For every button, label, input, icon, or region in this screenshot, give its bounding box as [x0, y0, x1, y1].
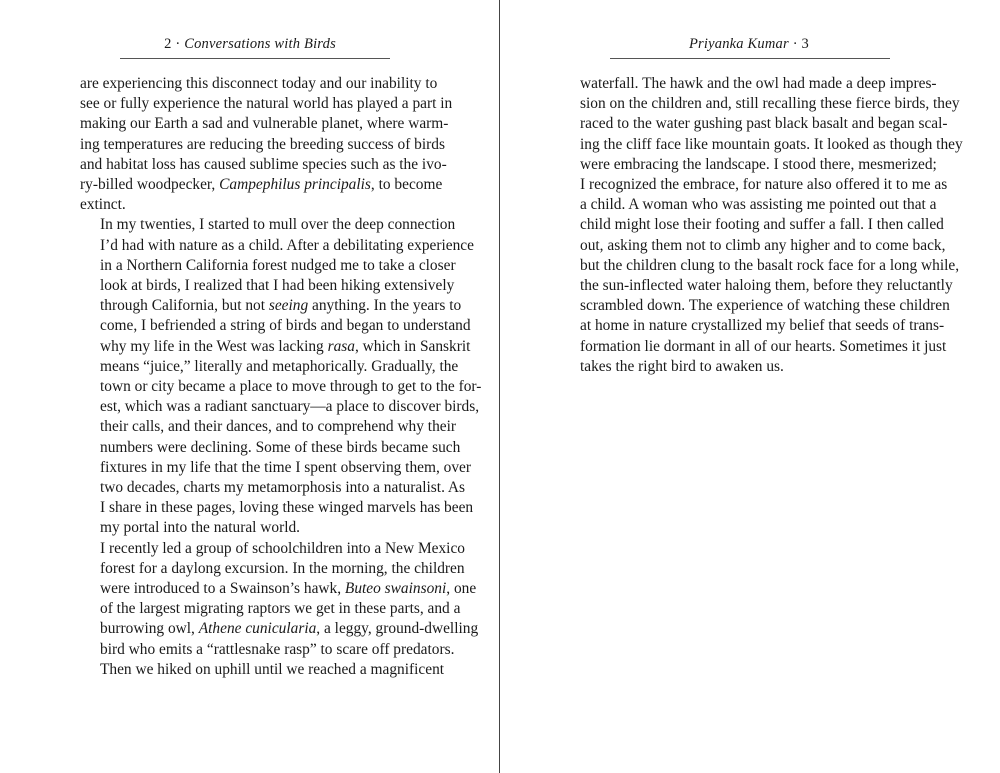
text-run: of the largest migrating raptors we get in these parts, and a [100, 600, 461, 618]
text-run: a child. A woman who was assisting me pointed out that a [580, 196, 937, 214]
text-run: look at birds, I realized that I had been hiking extensively [100, 277, 455, 295]
text-run: Then we hiked on uphill until we reached a magnificent [100, 660, 445, 678]
text-line [80, 357, 459, 377]
text-run: in a Northern California forest nudged me to take a closer [100, 256, 456, 274]
text-run: extinct. [80, 196, 126, 214]
text-run: were introduced to a Swainson’s hawk, [100, 580, 345, 598]
text-line [80, 438, 461, 458]
text-run: but the children clung to the basalt rock face for a long while, [580, 256, 960, 274]
paragraph [80, 74, 453, 215]
text-line [80, 337, 471, 357]
running-title: Conversations with Birds [184, 36, 336, 52]
text-run: child might lose their footing and suffer a fall. I then called [580, 216, 944, 234]
text-run: I recently led a group of schoolchildren into a New Mexico [100, 539, 465, 557]
text-run: takes the right bird to awaken us. [580, 357, 784, 375]
text-run: their calls, and their dances, and to comprehend why their [100, 418, 456, 436]
text-line [580, 175, 948, 195]
text-run: the sun-inflected water haloing them, before they reluctantly [580, 277, 953, 295]
text-line [580, 94, 960, 114]
text-run: out, asking them not to climb any higher and to come back, [580, 236, 946, 254]
text-run: waterfall. The hawk and the owl had made a deep impres- [580, 75, 937, 92]
text-run: bird who emits a “rattlesnake rasp” to scare off predators. [100, 640, 455, 658]
text-line [80, 135, 445, 155]
text-run: ing temperatures are reducing the breeding success of birds [80, 135, 445, 153]
text-run: raced to the water gushing past black basalt and began scal- [580, 115, 948, 133]
text-run: , which in Sanskrit [354, 337, 471, 355]
text-run: why my life in the West was lacking [100, 337, 328, 355]
text-run: In my twenties, I started to mull over the deep connection [100, 216, 456, 234]
page-number: 2 [164, 36, 172, 52]
text-line [580, 256, 960, 276]
text-run: were embracing the landscape. I stood there, mesmerized; [580, 155, 937, 173]
text-line [80, 377, 482, 397]
text-line [80, 195, 420, 215]
text-line [80, 599, 461, 619]
left-body-text [80, 74, 482, 680]
text-run: ing the cliff face like mountain goats. It looked as though they [580, 135, 963, 153]
text-run: two decades, charts my metamorphosis into a naturalist. As [100, 479, 466, 497]
text-run: through California, but not [100, 297, 269, 315]
italic-term: seeing [268, 297, 309, 315]
italic-term: rasa [327, 337, 355, 355]
text-run: sion on the children and, still recalling these fierce birds, they [580, 95, 960, 113]
text-run: come, I befriended a string of birds and began to understand [100, 317, 471, 335]
text-line [80, 74, 438, 94]
italic-term: Athene cunicularia [198, 620, 317, 638]
text-run: I recognized the embrace, for nature also offered it to me as [580, 176, 948, 194]
text-run: , one [446, 580, 477, 598]
text-line [80, 236, 474, 256]
text-line [80, 256, 456, 276]
text-run: numbers were declining. Some of these birds became such [100, 438, 461, 456]
page-number: 3 [801, 36, 809, 52]
text-run: I share in these pages, loving these winged marvels has been [100, 499, 474, 517]
text-run: making our Earth a sad and vulnerable planet, where warm- [80, 115, 449, 133]
text-line [80, 276, 455, 296]
text-line [80, 316, 471, 336]
text-run: see or fully experience the natural world has played a part in [80, 95, 453, 113]
paragraph [80, 215, 482, 538]
text-run: ry-billed woodpecker, [80, 176, 220, 194]
text-line [580, 316, 945, 336]
separator: · [792, 36, 798, 52]
paragraph [80, 539, 479, 680]
text-run: anything. In the years to [308, 297, 462, 315]
text-line [580, 357, 920, 377]
text-line [80, 498, 474, 518]
text-run: at home in nature crystallized my belief that seeds of trans- [580, 317, 945, 335]
text-run: , to become [370, 176, 443, 194]
right-running-head [578, 36, 920, 56]
text-line [580, 114, 948, 134]
text-run: fixtures in my life that the time I spent observing them, over [100, 458, 471, 476]
text-line [80, 296, 462, 316]
running-title: Priyanka Kumar [688, 36, 789, 52]
text-run: town or city became a place to move through to get to the for- [100, 378, 482, 396]
text-line [80, 458, 471, 478]
text-run: formation lie dormant in all of our hearts. Sometimes it just [580, 337, 947, 355]
text-line [80, 94, 453, 114]
text-line [80, 559, 465, 579]
text-run: , a leggy, ground-dwelling [316, 620, 479, 638]
paragraph [580, 74, 963, 377]
text-run: and habitat loss has caused sublime species such as the ivo- [80, 155, 447, 173]
text-run: I’d had with nature as a child. After a debilitating experience [100, 236, 474, 254]
text-line [80, 155, 447, 175]
left-page [0, 0, 499, 773]
text-line [80, 175, 443, 195]
text-line [580, 215, 944, 235]
text-run: burrowing owl, [100, 620, 199, 638]
text-line [80, 640, 455, 660]
text-line [80, 114, 449, 134]
text-run: means “juice,” literally and metaphorically. Gradually, the [100, 357, 459, 375]
text-run: est, which was a radiant sanctuary—a place to discover birds, [100, 398, 480, 416]
left-running-head [80, 36, 420, 56]
text-line [80, 518, 420, 538]
text-line [580, 337, 947, 357]
text-line [580, 276, 953, 296]
right-body-text [580, 74, 963, 377]
text-run: my portal into the natural world. [100, 519, 301, 537]
text-run: are experiencing this disconnect today and our inability to [80, 75, 438, 92]
text-line [80, 539, 465, 559]
header-rule [610, 58, 890, 59]
text-line [80, 417, 456, 437]
text-line [80, 397, 480, 417]
text-line [80, 619, 479, 639]
text-line [580, 74, 937, 94]
text-line [80, 478, 466, 498]
italic-term: Campephilus principalis [219, 176, 371, 194]
text-line [80, 660, 445, 680]
italic-term: Buteo swainsoni [344, 580, 447, 598]
text-line [580, 296, 950, 316]
text-line [580, 195, 937, 215]
right-page [500, 0, 1000, 773]
text-line [580, 135, 963, 155]
text-line [580, 236, 946, 256]
text-line [580, 155, 937, 175]
text-run: scrambled down. The experience of watching these children [580, 297, 950, 315]
text-line [80, 579, 477, 599]
text-line [80, 215, 456, 235]
header-rule [120, 58, 390, 59]
text-run: forest for a daylong excursion. In the morning, the children [100, 559, 465, 577]
separator: · [175, 36, 181, 52]
